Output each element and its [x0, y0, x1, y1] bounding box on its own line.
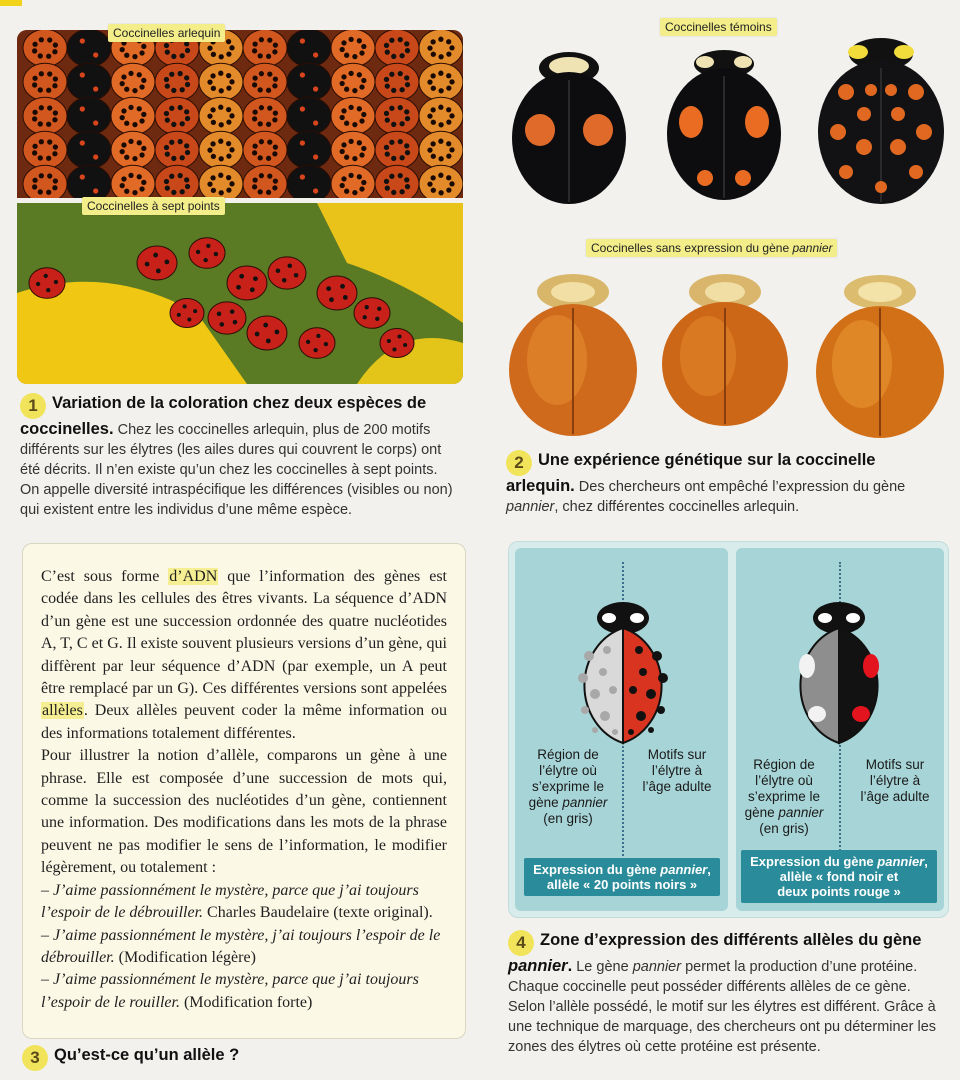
harlequin-ladybird: [23, 30, 67, 67]
right-region-line-1: Région de: [753, 757, 815, 772]
doc3-p1-b: que l’information des gènes est codée dans les cellules des êtres vivants. La séquence d’ADN d’un gène est une succession ordonnée des quatre nucléotides A, T, C et G. Il existe souvent plusieurs versions d’un gène, qui diffèrent par leur séquence d’ADN (par exemple, un A peut être remplacé par un G). Ces différentes versions sont appelées: [41, 568, 447, 698]
right-region-label: [743, 757, 825, 837]
doc2-text-gene: pannier: [506, 499, 555, 515]
right-region-line-4: [743, 805, 825, 821]
harlequin-ladybird: [287, 30, 331, 67]
doc3-number: 3: [22, 1045, 48, 1071]
seven-spot-ladybird: [299, 328, 335, 359]
doc1-caption: [20, 393, 460, 520]
seven-spot-ladybird: [29, 268, 65, 299]
left-region-line-2: l’élytre où: [539, 763, 597, 778]
right-allele-box: [741, 850, 937, 903]
doc4-text-2: permet la production d’une protéine. Chaque coccinelle peut posséder différents allèles de ce gène. Selon l’allèle possédé, le motif sur les élytres est différent. Grâce à une technique de marquage, des chercheurs ont pu déterminer les zones des élytres où cette protéine est présente.: [508, 959, 937, 1055]
tag-no-expression-prefix: Coccinelles sans expression du gène: [591, 241, 793, 255]
left-allele-1c: ,: [707, 862, 711, 877]
harlequin-ladybird: [419, 97, 463, 134]
right-allele-line-2: allèle « fond noir et: [779, 869, 899, 884]
doc3-quote-3-text: – J’aime passionnément le mystère, parce que j’ai toujours l’espoir de le rouiller.: [41, 971, 419, 1011]
doc1-title: Variation de la coloration chez deux espèces de coccinelles.: [20, 394, 427, 438]
harlequin-ladybird: [287, 165, 331, 198]
harlequin-ladybird: [375, 165, 419, 198]
doc3-p1-a: C’est sous forme: [41, 568, 169, 585]
left-allele-line-2: allèle « 20 points noirs »: [546, 877, 698, 892]
harlequin-ladybird: [243, 131, 287, 168]
right-allele-line-3: deux points rouge »: [777, 884, 901, 899]
harlequin-ladybird: [111, 97, 155, 134]
harlequin-ladybird: [287, 97, 331, 134]
doc3-quote-2: [41, 925, 447, 970]
tag-witness: Coccinelles témoins: [660, 18, 777, 36]
left-region-line-5: (en gris): [543, 811, 593, 826]
doc3-quote-3: [41, 969, 447, 1014]
left-allele-line-1: [530, 862, 714, 877]
photo-harlequin-ladybirds: [17, 30, 463, 198]
seven-spot-ladybird: [268, 257, 306, 289]
harlequin-ladybird: [199, 165, 243, 198]
tag-seven-points: Coccinelles à sept points: [82, 197, 225, 215]
doc4-text-gene: pannier: [632, 959, 682, 975]
left-motif-label: [633, 747, 721, 795]
harlequin-ladybird: [419, 131, 463, 168]
left-motif-line-2: l’élytre à: [651, 763, 703, 778]
right-allele-1c: ,: [924, 854, 928, 869]
harlequin-ladybird: [243, 63, 287, 100]
seven-spot-ladybird: [247, 316, 287, 350]
right-motif-line-2: l’élytre à: [869, 773, 921, 788]
harlequin-ladybird: [287, 63, 331, 100]
seven-spot-ladybird: [317, 276, 357, 310]
harlequin-ladybird: [331, 165, 375, 198]
harlequin-ladybird: [155, 165, 199, 198]
right-allele-1b: pannier: [877, 854, 925, 869]
harlequin-ladybird: [243, 165, 287, 198]
left-allele-box: [524, 858, 720, 896]
harlequin-ladybird: [111, 165, 155, 198]
doc4-title-gene: [508, 957, 568, 975]
doc4-title-b: .: [567, 957, 573, 975]
witness-ladybug-2: [665, 42, 783, 202]
doc3-quote-2-text: – J’aime passionnément le mystère, j’ai toujours l’espoir de le débrouiller.: [41, 926, 441, 966]
right-allele-line-1: [747, 854, 931, 869]
doc4-text-1: Le gène: [576, 959, 633, 975]
doc2-number: 2: [506, 450, 532, 476]
seven-spot-ladybird: [380, 329, 414, 358]
mutant-ladybug-1: [507, 270, 639, 438]
left-allele-1b: pannier: [660, 862, 708, 877]
seven-spot-ladybird: [208, 302, 246, 334]
left-motif-line-3: l’âge adulte: [642, 779, 712, 794]
doc3-paragraph-1: [41, 566, 447, 745]
doc4-caption: [508, 930, 950, 1057]
harlequin-ladybird: [23, 97, 67, 134]
harlequin-ladybird: [199, 63, 243, 100]
harlequin-ladybird: [67, 131, 111, 168]
doc3-quote-1: [41, 880, 447, 925]
right-region-line-2: l’élytre où: [755, 773, 813, 788]
harlequin-ladybird: [243, 30, 287, 67]
left-region-line-3: s’exprime le: [531, 779, 605, 794]
harlequin-ladybird: [111, 63, 155, 100]
mutant-ladybug-3: [814, 272, 946, 440]
right-allele-1a: Expression du gène: [750, 854, 878, 869]
harlequin-ladybird: [419, 165, 463, 198]
harlequin-ladybird: [23, 131, 67, 168]
left-region-line-4b: pannier: [562, 795, 608, 810]
harlequin-ladybird: [375, 131, 419, 168]
right-region-line-4a: gène: [744, 805, 779, 820]
harlequin-ladybird: [199, 131, 243, 168]
left-region-label: [527, 747, 609, 827]
witness-ladybug-1: [510, 40, 628, 205]
doc4-number: 4: [508, 930, 534, 956]
seven-spot-ladybird: [170, 299, 204, 328]
left-region-line-1: Région de: [537, 747, 599, 762]
harlequin-ladybird: [155, 97, 199, 134]
left-allele-1a: Expression du gène: [533, 862, 661, 877]
harlequin-ladybird: [199, 97, 243, 134]
schematic-ladybug-20-points: [567, 598, 679, 746]
witness-ladybug-3: [816, 32, 946, 207]
harlequin-ladybird: [23, 165, 67, 198]
seven-spot-ladybird: [354, 298, 390, 329]
doc3-quote-2-note: (Modification légère): [114, 948, 256, 966]
harlequin-ladybird: [375, 97, 419, 134]
harlequin-ladybird: [243, 97, 287, 134]
doc4-diagram-panel: [508, 541, 949, 918]
harlequin-ladybird: [375, 30, 419, 67]
left-motif-line-1: Motifs sur: [647, 747, 707, 762]
harlequin-ladybird: [67, 97, 111, 134]
seven-spot-ladybird: [189, 238, 225, 269]
doc3-quote-1-text: – J’aime passionnément le mystère, parce que j’ai toujours l’espoir de le débrouiller.: [41, 881, 419, 922]
seven-spot-ladybird: [137, 246, 177, 280]
right-motif-line-3: l’âge adulte: [860, 789, 930, 804]
harlequin-ladybird: [331, 63, 375, 100]
harlequin-ladybird: [419, 30, 463, 67]
photo-seven-spot-ladybirds: [17, 203, 463, 384]
doc3-p1-highlight-adn: d’ADN: [169, 568, 218, 585]
tag-harlequin: Coccinelles arlequin: [108, 24, 225, 42]
tag-no-expression: [586, 239, 837, 257]
right-region-line-4b: pannier: [778, 805, 824, 820]
right-region-line-5: (en gris): [759, 821, 809, 836]
doc3-caption: [22, 1045, 239, 1071]
harlequin-ladybird: [419, 63, 463, 100]
harlequin-ladybird: [67, 63, 111, 100]
seven-spot-ladybird: [227, 266, 267, 300]
harlequin-ladybird: [155, 131, 199, 168]
corner-mark: [0, 0, 22, 6]
doc3-paragraph-2: Pour illustrer la notion d’allèle, comparons un gène à une phrase. Elle est composée d’une succession de mots qui, comme la succession des nucléotides d’un gène, contiennent une information. Des modifications dans les mots de la phrase peuvent ne pas modifier le sens de l’information, le modifier légèrement, ou totalement :: [41, 747, 447, 877]
right-motif-line-1: Motifs sur: [865, 757, 925, 772]
harlequin-ladybird: [67, 165, 111, 198]
left-region-line-4a: gène: [528, 795, 563, 810]
doc3-title: Qu’est-ce qu’un allèle ?: [54, 1046, 240, 1064]
doc4-title-a: Zone d’expression des différents allèles du gène: [540, 931, 922, 949]
right-region-line-3: s’exprime le: [747, 789, 821, 804]
harlequin-ladybird: [23, 63, 67, 100]
doc3-quote-3-note: (Modification forte): [179, 993, 313, 1011]
mutant-ladybug-2: [660, 270, 790, 428]
harlequin-ladybird: [331, 131, 375, 168]
doc1-number: 1: [20, 393, 46, 419]
doc2-title: Une expérience génétique sur la coccinelle arlequin.: [506, 451, 876, 495]
doc3-p1-c: . Deux allèles peuvent coder la même information ou des informations totalement différentes.: [41, 702, 447, 742]
doc2-text-1: Des chercheurs ont empêché l’expression du gène: [578, 479, 906, 495]
harlequin-ladybird: [331, 97, 375, 134]
harlequin-ladybird: [375, 63, 419, 100]
harlequin-ladybird: [67, 30, 111, 67]
schematic-ladybug-two-red-points: [783, 598, 895, 746]
harlequin-ladybird: [111, 131, 155, 168]
harlequin-ladybird: [287, 131, 331, 168]
harlequin-ladybird: [155, 63, 199, 100]
harlequin-ladybird: [331, 30, 375, 67]
doc2-caption: [506, 450, 946, 517]
doc2-text-2: , chez différentes coccinelles arlequin.: [554, 499, 800, 515]
tag-no-expression-gene: pannier: [792, 241, 833, 255]
doc3-text-box: [22, 543, 466, 1039]
right-motif-label: [851, 757, 939, 805]
doc1-text: Chez les coccinelles arlequin, plus de 200 motifs différents sur les élytres (les ailes dures qui couvrent le corps) ont été décrits. Il n’en existe qu’un chez les coccinelles à sept points. On appelle diversité intraspécifique les différences (visibles ou non) qui existent entre les individus d’une même espèce.: [20, 422, 453, 518]
doc3-quote-1-note: Charles Baudelaire (texte original).: [203, 904, 433, 922]
doc3-p1-highlight-alleles: allèles: [42, 702, 83, 720]
doc4-title-gene-text: pannier: [508, 957, 568, 975]
left-region-line-4: [527, 795, 609, 811]
